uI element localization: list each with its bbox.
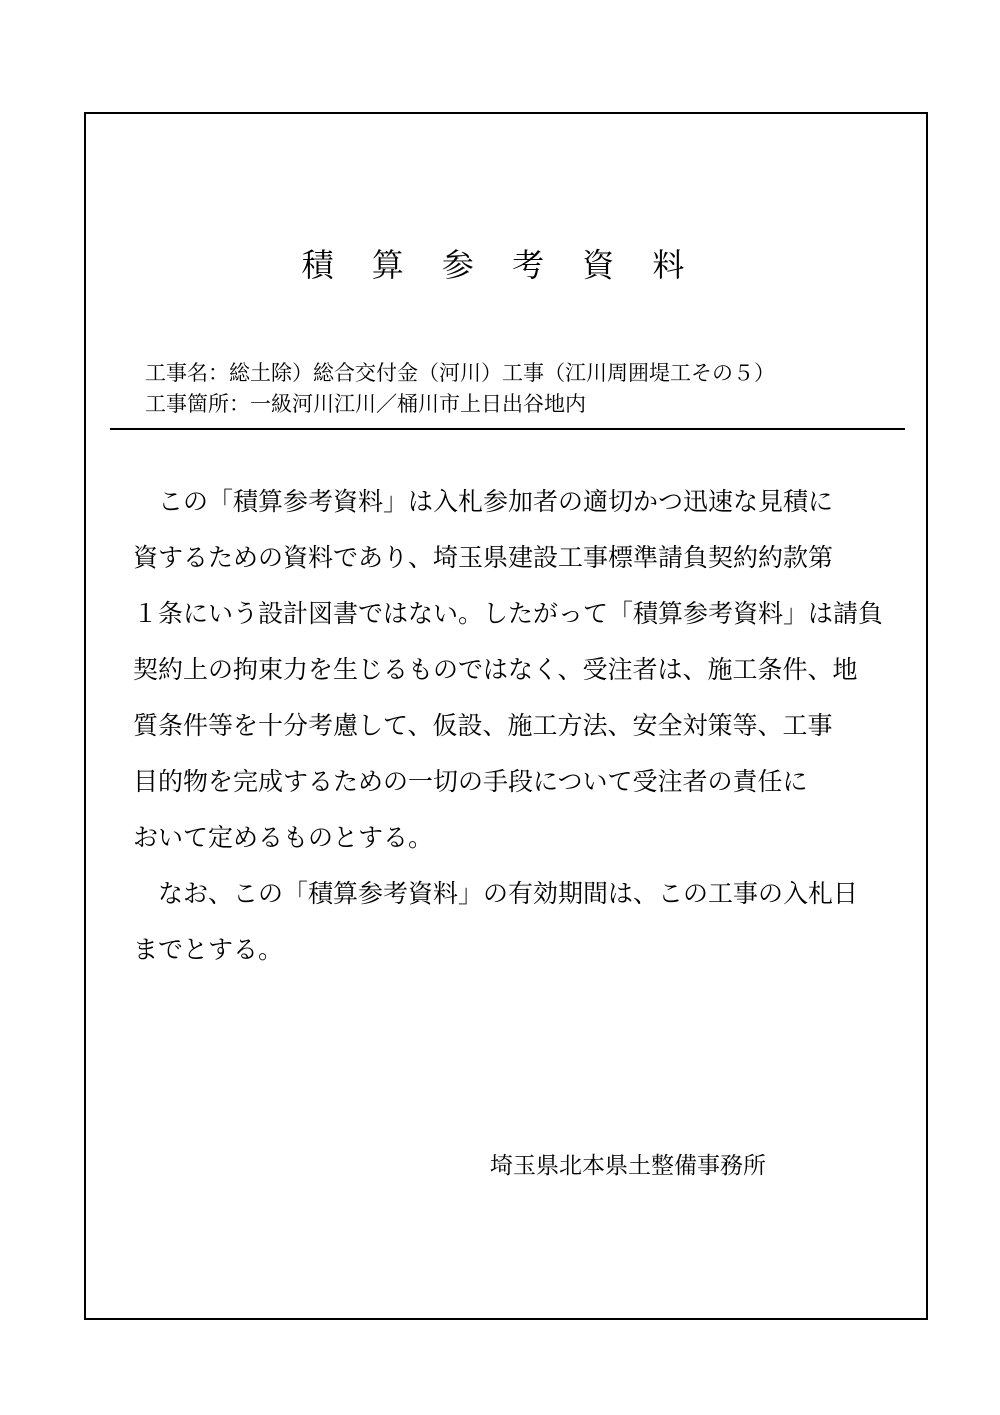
work-location: 工事箇所：一級河川江川／桶川市上日出谷地内	[145, 392, 586, 416]
body-line: １条にいう設計図書ではない。したがって「積算参考資料」は請負	[133, 599, 884, 628]
body-line: おいて定めるものとする。	[133, 823, 434, 852]
body-line: 資するための資料であり、埼玉県建設工事標準請負契約約款第	[133, 543, 834, 572]
work-info	[145, 358, 775, 420]
body-text	[133, 474, 918, 978]
body-line: までとする。	[133, 935, 284, 964]
body-line: 契約上の拘束力を生じるものではなく、受注者は、施工条件、地	[133, 655, 858, 684]
issuer-name: 埼玉県北本県土整備事務所	[490, 1153, 766, 1179]
work-name: 工事名：総土除）総合交付金（河川）工事（江川周囲堤工その５）	[145, 361, 775, 385]
document-title: 積 算 参 考 資 料	[301, 246, 699, 284]
body-line: この「積算参考資料」は入札参加者の適切かつ迅速な見積に	[133, 487, 834, 516]
body-line: なお、この「積算参考資料」の有効期間は、この工事の入札日	[133, 879, 859, 908]
header-divider	[110, 428, 905, 430]
body-line: 目的物を完成するための一切の手段について受注者の責任に	[133, 767, 808, 796]
body-line: 質条件等を十分考慮して、仮設、施工方法、安全対策等、工事	[133, 711, 833, 740]
